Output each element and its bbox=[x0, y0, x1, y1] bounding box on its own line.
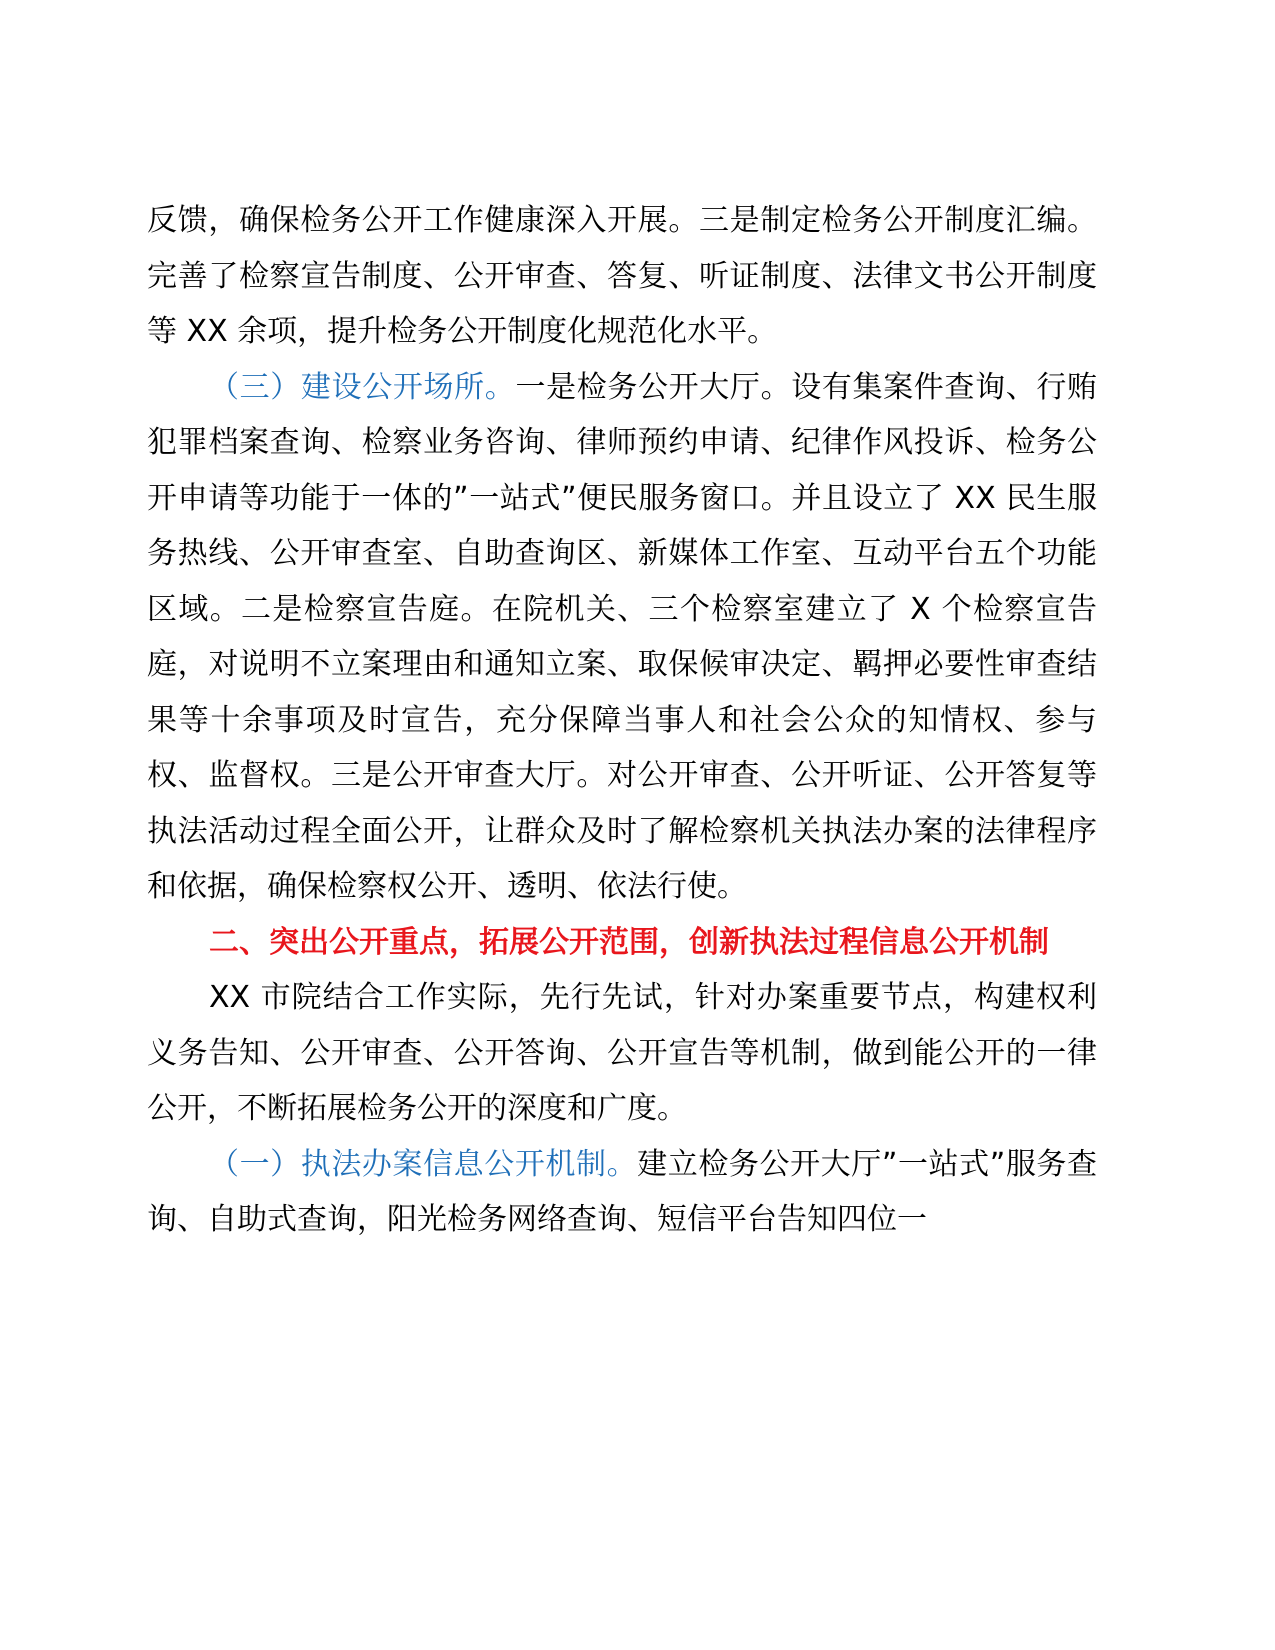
paragraph-text: 一是检务公开大厅。设有集案件查询、行贿犯罪档案查询、检察业务咨询、律师预约申请、纪律作风投诉、检务公开申请等功能于一体的”一站式”便民服务窗口。并且设立了 XX 民生服务热线、公开审查室、自助查询区、新媒体工作室、互动平台五个功能区域。二是检察宣告庭。在院机关、三个检察室建立了 X 个检察宣告庭，对说明不立案理由和通知立案、取保候审决定、羁押必要性审查结果等十余事项及时宣告，充分保障当事人和社会公众的知情权、参与权、监督权。三是公开审查大厅。对公开审查、公开听证、公开答复等执法活动过程全面公开，让群众及时了解检察机关执法办案的法律程序和依据，确保检察权公开、透明、依法行使。 bbox=[147, 369, 1098, 904]
paragraph-disclosure-mechanism bbox=[147, 1137, 1097, 1248]
paragraph-text: XX 市院结合工作实际，先行先试，针对办案重要节点，构建权利义务告知、公开审查、公开答询、公开宣告等机制，做到能公开的一律公开，不断拓展检务公开的深度和广度。 bbox=[147, 980, 1097, 1126]
paragraph-text: 反馈，确保检务公开工作健康深入开展。三是制定检务公开制度汇编。完善了检察宣告制度、公开审查、答复、听证制度、法律文书公开制度等 XX 余项，提升检务公开制度化规范化水平。 bbox=[147, 203, 1097, 349]
document-body bbox=[147, 193, 1097, 1248]
paragraph-continuation bbox=[147, 193, 1097, 360]
paragraph-public-venues bbox=[147, 360, 1097, 915]
paragraph-text: 建立检务公开大厅”一站式”服务查询、自助式查询，阳光检务网络查询、短信平台告知四位一 bbox=[147, 1146, 1098, 1237]
subheading-disclosure-mechanism: （一）执法办案信息公开机制。 bbox=[209, 1146, 638, 1182]
paragraph-section-intro bbox=[147, 970, 1097, 1137]
subheading-public-venues: （三）建设公开场所。 bbox=[209, 369, 516, 405]
section-title-two: 二、突出公开重点，拓展公开范围，创新执法过程信息公开机制 bbox=[209, 924, 1049, 960]
